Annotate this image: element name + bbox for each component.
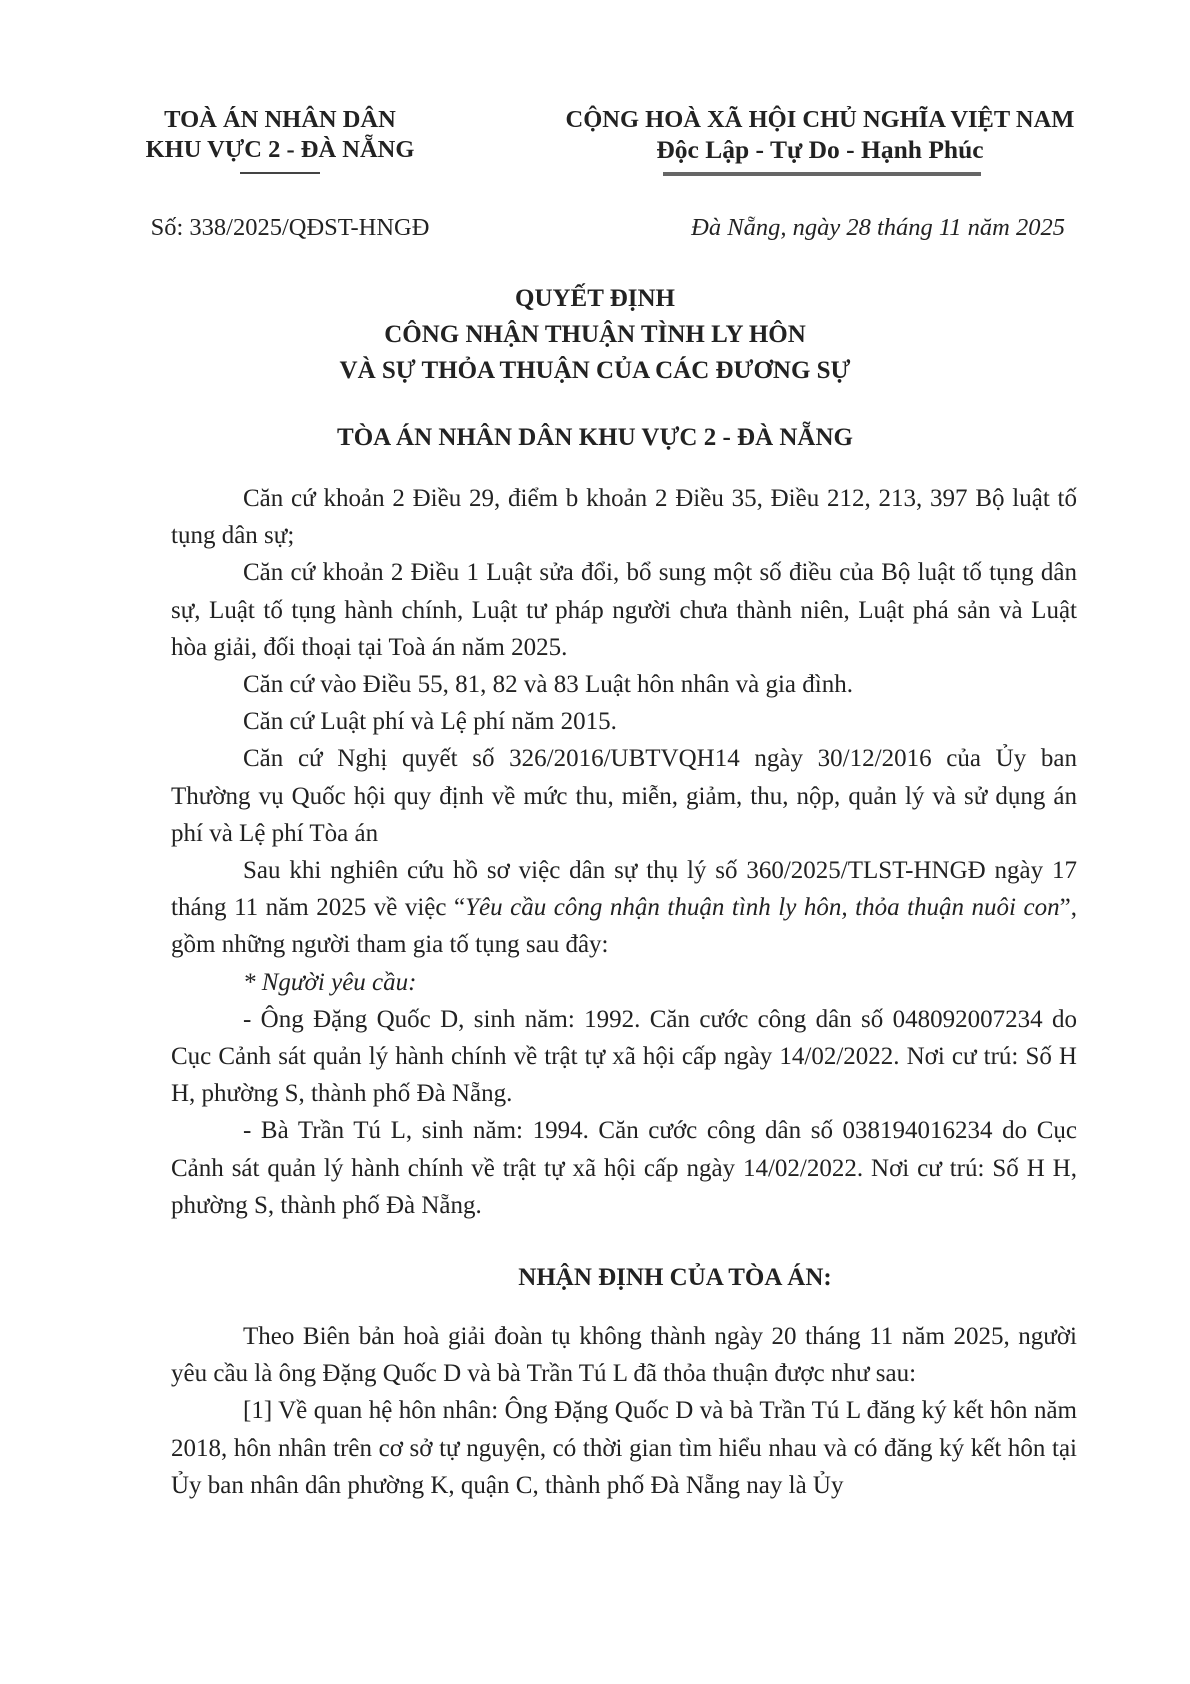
- findings-paragraph: [1] Về quan hệ hôn nhân: Ông Đặng Quốc D và bà Trần Tú L đăng ký kết hôn năm 2018, hôn nhân trên cơ sở tự nguyện, có thời gian tìm hiểu nhau và có đăng ký kết hôn tại Ủy ban nhân dân phường K, quận C, thành phố Đà Nẵng nay là Ủy: [171, 1397, 1077, 1499]
- legal-basis-paragraph: Căn cứ khoản 2 Điều 29, điểm b khoản 2 Điều 35, Điều 212, 213, 397 Bộ luật tố tụng dân sự;: [171, 485, 1077, 550]
- legal-basis-paragraph: Căn cứ khoản 2 Điều 1 Luật sửa đổi, bổ sung một số điều của Bộ luật tố tụng dân sự, Luật tố tụng hành chính, Luật tư pháp người chưa thành niên, Luật phá sản và Luật hòa giải, đối thoại tại Toà án năm 2025.: [171, 559, 1077, 661]
- document-title: QUYẾT ĐỊNH: [515, 285, 675, 312]
- findings-paragraph: Theo Biên bản hoà giải đoàn tụ không thành ngày 20 tháng 11 năm 2025, người yêu cầu là ông Đặng Quốc D và bà Trần Tú L đã thỏa thuận được như sau:: [171, 1323, 1077, 1388]
- nation-motto-underline: [663, 172, 981, 176]
- court-heading: TÒA ÁN NHÂN DÂN KHU VỰC 2 - ĐÀ NẴNG: [337, 424, 853, 451]
- legal-basis-paragraph: Căn cứ Luật phí và Lệ phí năm 2015.: [243, 708, 617, 736]
- case-study-paragraph: [171, 852, 1077, 964]
- case-study-text-end: ”, gồm những người tham gia tố tụng sau đây:: [171, 894, 1077, 959]
- section-heading: NHẬN ĐỊNH CỦA TÒA ÁN:: [518, 1264, 832, 1291]
- requester-paragraph: - Bà Trần Tú L, sinh năm: 1994. Căn cước công dân số 038194016234 do Cục Cảnh sát quản lý hành chính về trật tự xã hội cấp ngày 14/02/2022. Nơi cư trú: Số H H, phường S, thành phố Đà Nẵng.: [171, 1117, 1077, 1219]
- case-subject: Yêu cầu công nhận thuận tình ly hôn, thỏa thuận nuôi con: [465, 894, 1060, 922]
- legal-basis-paragraph: Căn cứ vào Điều 55, 81, 82 và 83 Luật hôn nhân và gia đình.: [243, 671, 853, 699]
- requesters-label: * Người yêu cầu:: [243, 968, 417, 996]
- nation-name: CỘNG HOÀ XÃ HỘI CHỦ NGHĨA VIỆT NAM: [565, 106, 1075, 133]
- body-main: [171, 480, 1077, 1224]
- document-subtitle-line2: VÀ SỰ THỎA THUẬN CỦA CÁC ĐƯƠNG SỰ: [339, 357, 851, 384]
- legal-basis-paragraph: Căn cứ Nghị quyết số 326/2016/UBTVQH14 ngày 30/12/2016 của Ủy ban Thường vụ Quốc hội quy định về mức thu, miễn, giảm, thu, nộp, quản lý và sử dụng án phí và Lệ phí Tòa án: [171, 745, 1077, 847]
- nation-motto: Độc Lập - Tự Do - Hạnh Phúc: [656, 135, 984, 164]
- document-number: Số: 338/2025/QĐST-HNGĐ: [150, 214, 430, 241]
- document-subtitle-line1: CÔNG NHẬN THUẬN TÌNH LY HÔN: [384, 321, 806, 348]
- place-and-date: Đà Nẵng, ngày 28 tháng 11 năm 2025: [691, 214, 1065, 241]
- requester-paragraph: - Ông Đặng Quốc D, sinh năm: 1992. Căn cước công dân số 048092007234 do Cục Cảnh sát quản lý hành chính về trật tự xã hội cấp ngày 14/02/2022. Nơi cư trú: Số H H, phường S, thành phố Đà Nẵng.: [171, 1005, 1077, 1108]
- case-study-text: Sau khi nghiên cứu hồ sơ việc dân sự thụ lý số 360/2025/TLST-HNGĐ ngày 17 tháng 11 năm 2025 về việc “: [171, 857, 1077, 922]
- court-name-underline: [240, 172, 320, 174]
- body-findings: [171, 1318, 1077, 1504]
- court-name-line1: TOÀ ÁN NHÂN DÂN: [164, 106, 396, 133]
- court-name-line2: KHU VỰC 2 - ĐÀ NẴNG: [145, 136, 415, 163]
